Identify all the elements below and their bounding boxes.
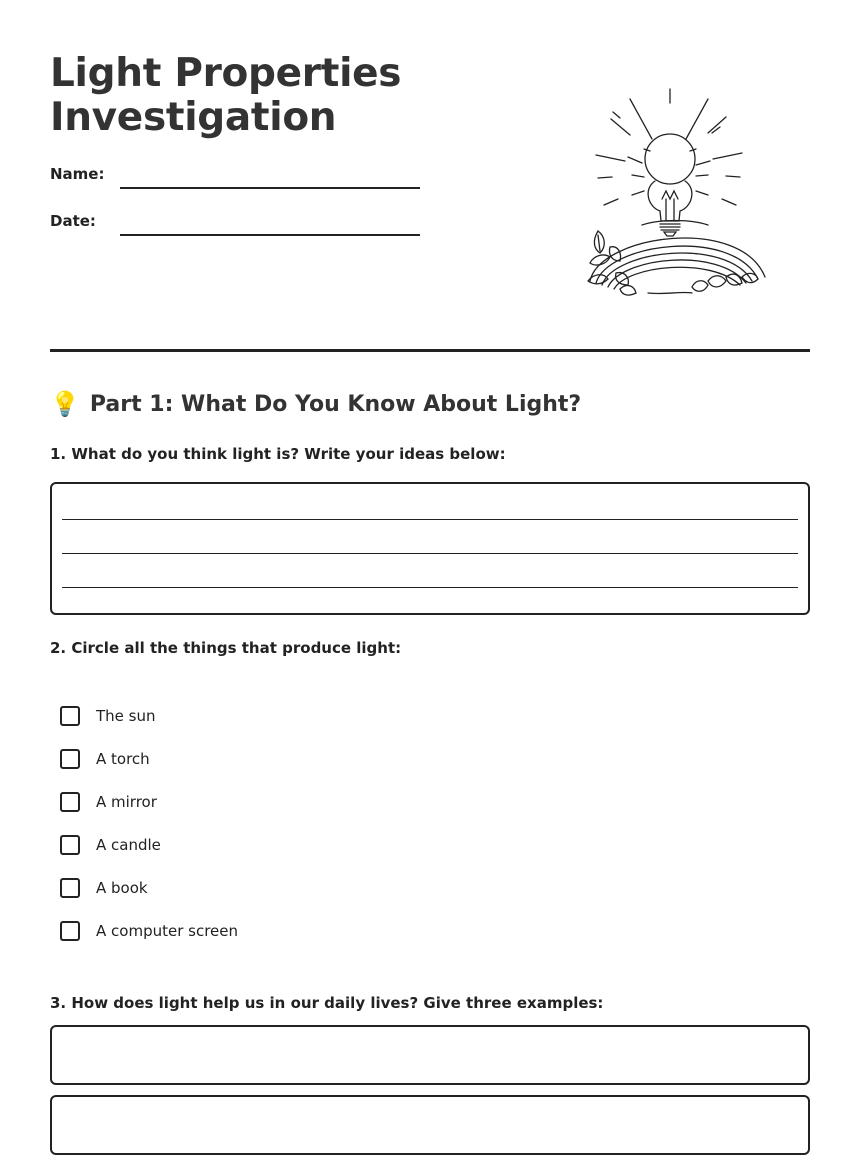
name-field[interactable] — [120, 187, 420, 189]
title-line-1: Light Properties — [50, 51, 402, 96]
option-a-book[interactable] — [60, 876, 148, 900]
question-2: 2. Circle all the things that produce light: — [50, 639, 402, 657]
question-1: 1. What do you think light is? Write your ideas below: — [50, 445, 506, 463]
checkbox[interactable] — [60, 706, 80, 726]
question-3: 3. How does light help us in our daily lives? Give three examples: — [50, 994, 604, 1012]
question-1-answer-box[interactable] — [50, 482, 810, 615]
option-label: A book — [96, 879, 148, 897]
page-title — [50, 52, 401, 140]
option-the-sun[interactable] — [60, 704, 156, 728]
section-divider — [50, 349, 810, 352]
checkbox[interactable] — [60, 921, 80, 941]
option-a-computer-screen[interactable] — [60, 919, 238, 943]
date-label: Date: — [50, 212, 96, 230]
option-a-candle[interactable] — [60, 833, 161, 857]
example-answer-box-1[interactable] — [50, 1025, 810, 1085]
example-answer-box-2[interactable] — [50, 1095, 810, 1155]
part1-heading-text: Part 1: What Do You Know About Light? — [89, 391, 582, 417]
checkbox[interactable] — [60, 878, 80, 898]
title-line-2: Investigation — [50, 95, 337, 140]
checkbox[interactable] — [60, 792, 80, 812]
option-a-mirror[interactable] — [60, 790, 157, 814]
checkbox[interactable] — [60, 749, 80, 769]
lightbulb-rainbow-illustration — [580, 85, 775, 305]
lightbulb-icon: 💡 — [50, 390, 80, 418]
option-a-torch[interactable] — [60, 747, 150, 771]
answer-line[interactable] — [62, 553, 798, 554]
answer-line[interactable] — [62, 519, 798, 520]
checkbox[interactable] — [60, 835, 80, 855]
option-label: A mirror — [96, 793, 157, 811]
name-label: Name: — [50, 165, 105, 183]
option-label: The sun — [96, 707, 156, 725]
light-rays-icon — [596, 89, 742, 205]
answer-line[interactable] — [62, 587, 798, 588]
date-field[interactable] — [120, 234, 420, 236]
option-label: A candle — [96, 836, 161, 854]
option-label: A torch — [96, 750, 150, 768]
option-label: A computer screen — [96, 922, 239, 940]
part1-heading — [50, 386, 581, 422]
